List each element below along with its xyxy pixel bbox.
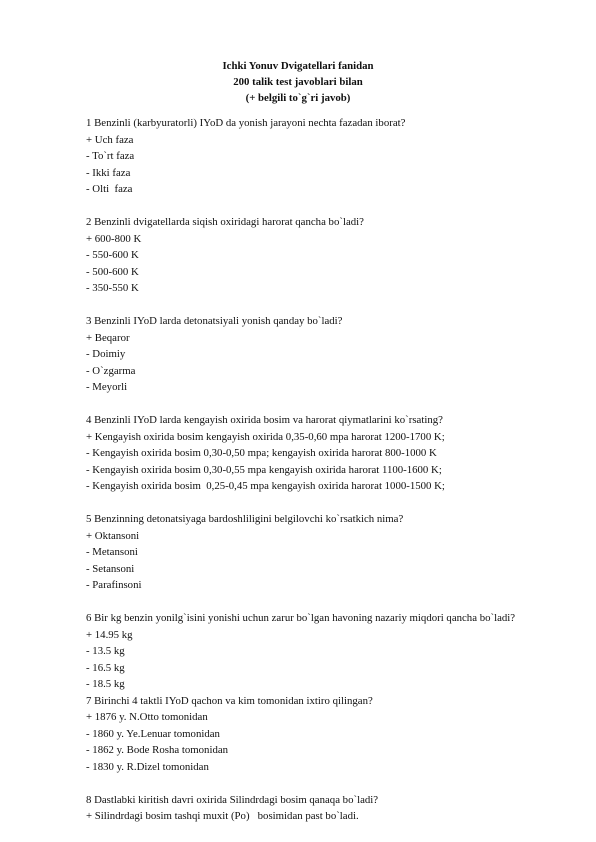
- answer-option: - 1830 y. R.Dizel tomonidan: [86, 760, 209, 773]
- question-text: 5 Benzinning detonatsiyaga bardoshliligini belgilovchi ko`rsatkich nima?: [86, 513, 404, 525]
- question-text: 1 Benzinli (karbyuratorli) IYoD da yonish jarayoni nechta fazadan iborat?: [86, 117, 406, 129]
- answer-option: - 1860 y. Ye.Lenuar tomonidan: [86, 727, 220, 740]
- question-text: 8 Dastlabki kiritish davri oxirida Silindrdagi bosim qanaqa bo`ladi?: [86, 793, 379, 806]
- question-text: 3 Benzinli IYoD larda detonatsiyali yonish qanday bo`ladi?: [86, 315, 343, 327]
- document-header: [0, 58, 596, 106]
- answer-option: + Beqaror: [86, 331, 130, 344]
- answer-option: - 500-600 K: [86, 265, 139, 278]
- answer-option: + Silindrdagi bosim tashqi muxit (Po) bosimidan past bo`ladi.: [86, 810, 359, 822]
- question-block: [86, 412, 536, 495]
- question-block: [86, 511, 536, 594]
- answer-option: + 600-800 K: [86, 232, 142, 245]
- answer-option: - 1862 y. Bode Rosha tomonidan: [86, 744, 229, 756]
- question-text: 7 Birinchi 4 taktli IYoD qachon va kim tomonidan ixtiro qilingan?: [86, 694, 373, 707]
- question-block: [86, 313, 536, 396]
- answer-option: - Metansoni: [86, 546, 138, 558]
- answer-option: - 16.5 kg: [86, 661, 125, 674]
- answer-option: + Uch faza: [86, 133, 134, 146]
- answer-option: - Kengayish oxirida bosim 0,25-0,45 mpa kengayish oxirida harorat 1000-1500 K;: [86, 480, 445, 492]
- answer-option: - To`rt faza: [86, 150, 135, 162]
- question-block: [86, 693, 536, 776]
- question-block: [86, 792, 536, 825]
- answer-option: - Kengayish oxirida bosim 0,30-0,55 mpa kengayish oxirida harorat 1100-1600 K;: [86, 463, 442, 476]
- question-list: [86, 115, 536, 825]
- answer-option: - Parafinsoni: [86, 579, 142, 591]
- answer-option: - Kengayish oxirida bosim 0,30-0,50 mpa; kengayish oxirida harorat 800-1000 K: [86, 447, 437, 459]
- answer-option: - Doimiy: [86, 348, 126, 360]
- header-subtitle: 200 talik test javoblari bilan: [233, 76, 363, 88]
- answer-option: - Ikki faza: [86, 166, 131, 179]
- question-block: [86, 115, 536, 198]
- header-title: Ichki Yonuv Dvigatellari fanidan: [222, 60, 374, 72]
- question-text: 4 Benzinli IYoD larda kengayish oxirida bosim va harorat qiymatlarini ko`rsating?: [86, 414, 443, 426]
- answer-option: + 1876 y. N.Otto tomonidan: [86, 711, 208, 723]
- answer-option: - Setansoni: [86, 562, 135, 575]
- answer-option: - Olti faza: [86, 183, 133, 195]
- answer-option: + Oktansoni: [86, 529, 140, 542]
- answer-option: - 550-600 K: [86, 249, 139, 261]
- answer-option: - Meyorli: [86, 381, 128, 393]
- header-note: (+ belgili to`g`ri javob): [245, 92, 351, 104]
- question-block: [86, 610, 536, 693]
- answer-option: - 18.5 kg: [86, 678, 125, 690]
- answer-option: - O`zgarma: [86, 364, 136, 377]
- answer-option: + Kengayish oxirida bosim kengayish oxirida 0,35-0,60 mpa harorat 1200-1700 K;: [86, 430, 445, 443]
- question-text: 6 Bir kg benzin yonilg`isini yonishi uchun zarur bo`lgan havoning nazariy miqdori qancha bo`ladi?: [86, 612, 516, 624]
- question-block: [86, 214, 536, 297]
- answer-option: - 13.5 kg: [86, 645, 125, 657]
- answer-option: + 14.95 kg: [86, 628, 133, 641]
- question-text: 2 Benzinli dvigatellarda siqish oxiridagi harorat qancha bo`ladi?: [86, 216, 364, 228]
- answer-option: - 350-550 K: [86, 282, 139, 294]
